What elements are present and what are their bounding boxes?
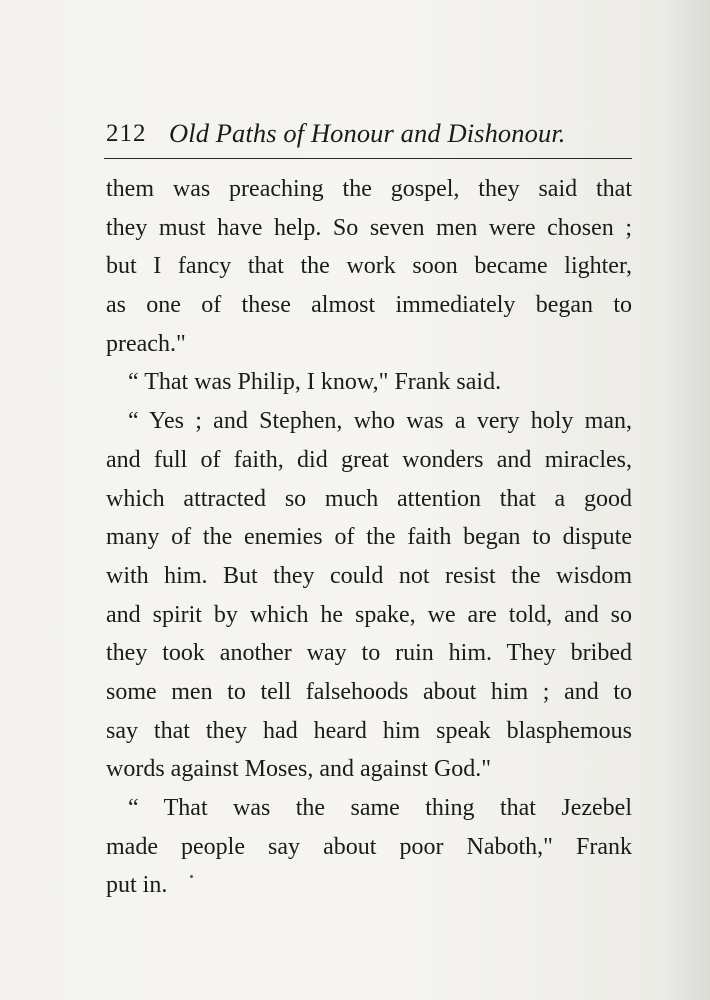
text-line: made people say about poor Naboth," Frank bbox=[106, 833, 632, 860]
text-line: put in. bbox=[106, 872, 168, 899]
running-title: Old Paths of Honour and Dishonour. bbox=[169, 118, 566, 148]
text-line: “ That was Philip, I know," Frank said. bbox=[128, 369, 502, 396]
text-line: they must have help. So seven men were chosen ; bbox=[106, 214, 632, 241]
text-line: they took another way to ruin him. They bribed bbox=[106, 640, 632, 667]
text-line: “ That was the same thing that Jezebel bbox=[128, 795, 632, 821]
text-line: preach." bbox=[106, 330, 186, 357]
page-number: 212 bbox=[106, 120, 147, 147]
text-line: some men to tell falsehoods about him ; and to bbox=[106, 678, 632, 705]
text-line: but I fancy that the work soon became lighter, bbox=[106, 253, 632, 280]
header-rule bbox=[104, 158, 632, 159]
text-line: words against Moses, and against God." bbox=[106, 756, 492, 783]
ink-speck bbox=[190, 875, 193, 878]
text-line: and spirit by which he spake, we are told, and so bbox=[106, 601, 632, 628]
text-line: and full of faith, did great wonders and miracles, bbox=[106, 446, 632, 473]
text-line: “ Yes ; and Stephen, who was a very holy man, bbox=[128, 408, 632, 435]
page-header bbox=[106, 118, 632, 154]
body-text bbox=[106, 170, 632, 905]
text-line: as one of these almost immediately began to bbox=[106, 292, 632, 319]
text-line: which attracted so much attention that a good bbox=[106, 485, 632, 512]
text-line: many of the enemies of the faith began to dispute bbox=[106, 524, 632, 551]
text-line: them was preaching the gospel, they said that bbox=[106, 176, 632, 202]
text-line: say that they had heard him speak blasphemous bbox=[106, 717, 632, 744]
text-line: with him. But they could not resist the wisdom bbox=[106, 562, 632, 589]
